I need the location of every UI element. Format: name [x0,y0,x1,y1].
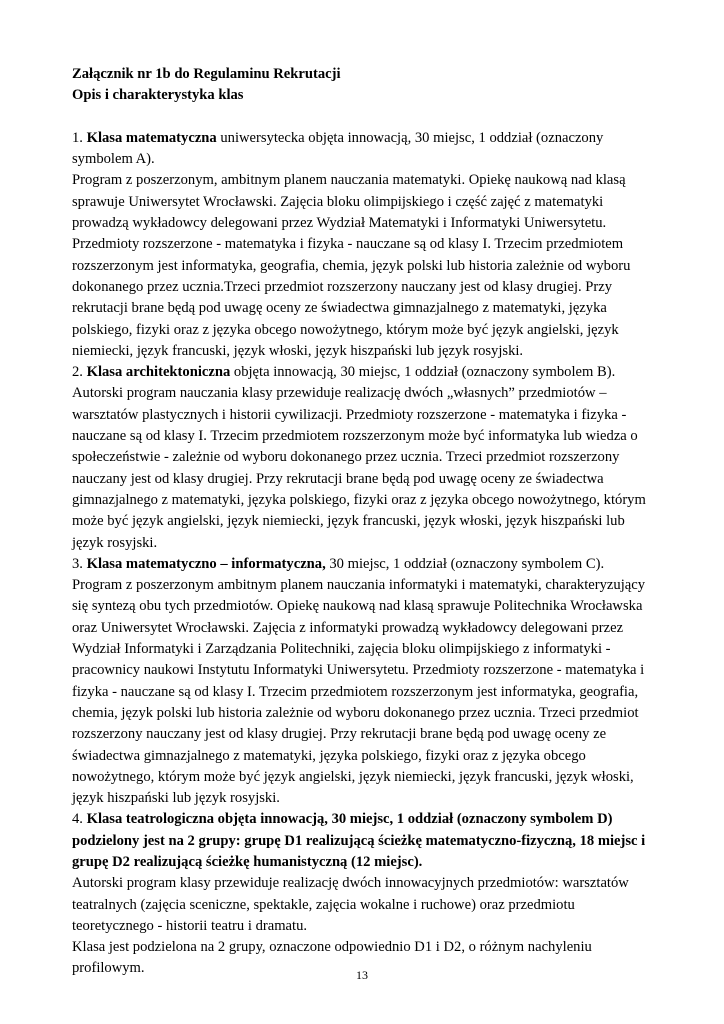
section-title: Klasa teatrologiczna objęta innowacją, 30 miejsc, 1 oddział (oznaczony symbolem D) podzielony jest na 2 grupy: grupę D1 realizującą ścieżkę matematyczno-fizyczną, 18 miejsc i grupę D2 realizującą ścieżkę humanistyczną (12 miejsc). [72,811,646,870]
section-title-rest: 30 miejsc, 1 oddział (oznaczony symbolem C). [325,555,605,572]
page-number: 13 [356,968,368,982]
section-1-heading [72,128,660,171]
spacer [72,107,660,128]
section-number: 4. [72,811,83,828]
annex-subtitle: Opis i charakterystyka klas [72,87,244,104]
section-4-body-2: Klasa jest podzielona na 2 grupy, oznaczone odpowiednio D1 i D2, o różnym nachyleniu profilowym. [72,939,592,977]
section-2 [72,362,660,554]
section-3 [72,554,660,810]
section-number: 3. [72,555,83,572]
document-page [72,64,660,980]
section-title: Klasa matematyczna [86,129,217,146]
section-1 [72,128,660,362]
section-4-body: Autorski program klasy przewiduje realizację dwóch innowacyjnych przedmiotów: warsztatów teatralnych (zajęcia sceniczne, spektakle, zajęcia wokalne i ruchowe) oraz przedmiotu teoretycznego - historii teatru i dramatu. [72,875,629,934]
annex-title: Załącznik nr 1b do Regulaminu Rekrutacji [72,66,341,82]
section-title: Klasa matematyczno – informatyczna, [86,555,326,572]
section-number: 2. [72,364,83,381]
section-title-rest: uniwersytecka objęta innowacją, 30 miejsc, 1 oddział (oznaczony symbolem A). [72,129,604,168]
section-title-rest: objęta innowacją, 30 miejsc, 1 oddział (oznaczony symbolem B). [230,364,616,381]
section-3-heading [72,554,660,575]
section-4 [72,809,660,979]
section-2-heading [72,362,660,383]
section-title: Klasa architektoniczna [86,364,231,381]
section-1-body: Program z poszerzonym, ambitnym planem nauczania matematyki. Opiekę naukową nad klasą sprawuje Uniwersytet Wrocławski. Zajęcia bloku olimpijskiego i część zajęć z matematyki prowadzą wykładowcy delegowani przez Wydział Matematyki i Informatyki Uniwersytetu. Przedmioty rozszerzone - matematyka i fizyka - nauczane są od klasy I. Trzecim przedmiotem rozszerzonym jest informatyka, geografia, chemia, język polski lub historia zależnie od wyboru dokonanego przez ucznia.Trzeci przedmiot rozszerzony nauczany jest od klasy drugiej. Przy rekrutacji brane będą pod uwagę oceny ze świadectwa gimnazjalnego z matematyki, języka polskiego, fizyki oraz z języka obcego nowożytnego, którym może być język angielski, język niemiecki, język francuski, język włoski, język hiszpański lub język rosyjski. [72,172,631,359]
section-number: 1. [72,129,83,146]
section-3-body: Program z poszerzonym ambitnym planem nauczania informatyki i matematyki, charakteryzujący się syntezą obu tych przedmiotów. Opiekę naukową nad klasą sprawuje Politechnika Wrocławska oraz Uniwersytet Wrocławski. Zajęcia z informatyki prowadzą wykładowcy delegowani przez Wydział Informatyki i Zarządzania Politechniki, zajęcia bloku olimpijskiego z informatyki - pracownicy naukowi Instytutu Informatyki Uniwersytetu. Przedmioty rozszerzone - matematyka i fizyka - nauczane są od klasy I. Trzecim przedmiotem rozszerzonym jest informatyka, geografia, chemia, język polski lub historia zależnie od wyboru dokonanego przez ucznia. Trzeci przedmiot rozszerzony nauczany jest od klasy drugiej. Przy rekrutacji brane będą pod uwagę oceny ze świadectwa gimnazjalnego z matematyki, języka polskiego, fizyki oraz z języka obcego nowożytnego, którym może być język angielski, język niemiecki, język francuski, język włoski, język hiszpański lub język rosyjski. [72,577,645,807]
section-4-heading [72,809,660,873]
section-2-body: Autorski program nauczania klasy przewiduje realizację dwóch „własnych” przedmiotów – warsztatów plastycznych i historii cywilizacji. Przedmioty rozszerzone - matematyka i fizyka - nauczane są od klasy I. Trzecim przedmiotem rozszerzonym może być informatyka lub wiedza o społeczeństwie - zależnie od wyboru dokonanego przez ucznia. Trzeci przedmiot rozszerzony nauczany jest od klasy drugiej. Przy rekrutacji brane będą pod uwagę oceny ze świadectwa gimnazjalnego z matematyki, języka polskiego, fizyki oraz z języka obcego nowożytnego, którym może być język angielski, język niemiecki, język francuski, język włoski, język hiszpański lub język rosyjski. [72,385,646,551]
